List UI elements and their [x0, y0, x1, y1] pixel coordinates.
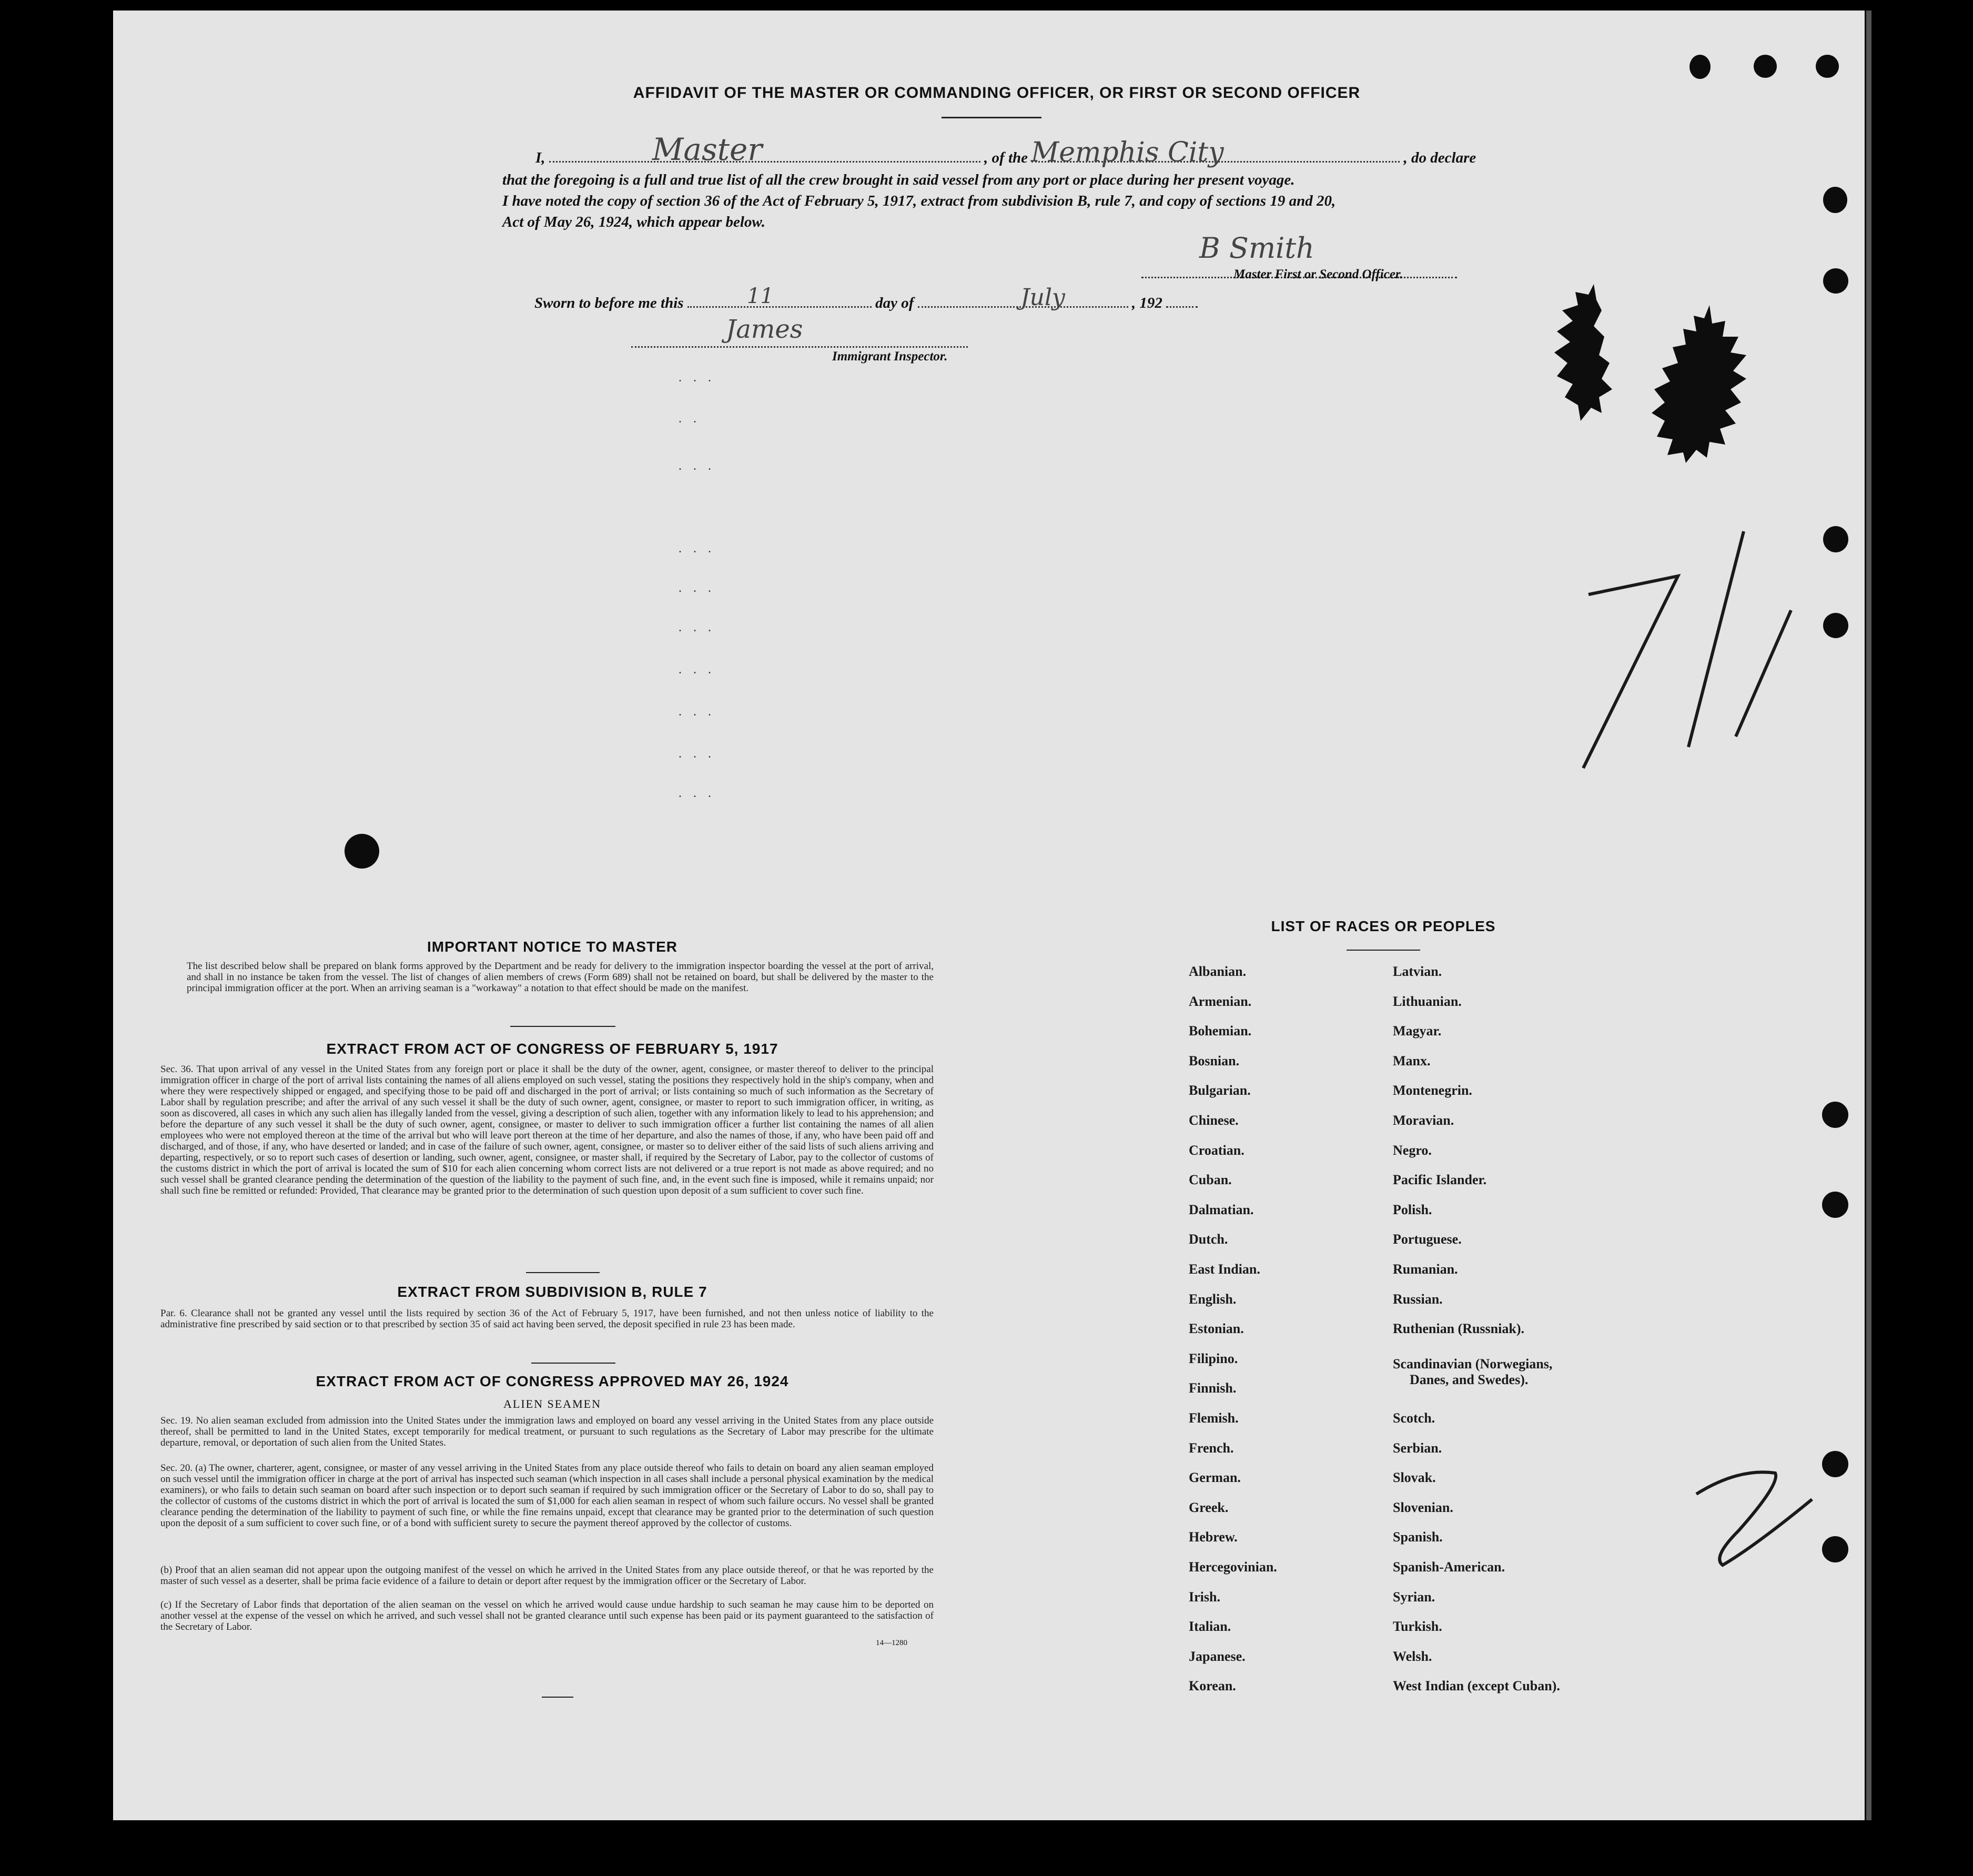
race-item: Scandinavian (Norwegians,	[1393, 1356, 1553, 1371]
race-item: Serbian.	[1393, 1440, 1442, 1456]
race-item: Cuban.	[1189, 1172, 1232, 1188]
notary-seal-right	[1646, 305, 1752, 463]
notary-seal-left	[1552, 284, 1615, 421]
race-item: Negro.	[1393, 1142, 1432, 1158]
do-declare-label: , do declare	[1403, 149, 1476, 166]
page-number-mark	[1691, 1452, 1817, 1578]
race-item: Danes, and Swedes).	[1410, 1371, 1529, 1387]
race-item: Manx.	[1393, 1053, 1431, 1068]
race-item: German.	[1189, 1470, 1241, 1486]
sworn-day-field	[687, 293, 872, 308]
inspector-signature-line	[631, 332, 968, 350]
punch-hole	[1822, 1192, 1848, 1218]
race-item: Rumanian.	[1393, 1262, 1458, 1277]
sworn-month-handwriting: July	[1020, 284, 1065, 311]
title-rule	[942, 117, 1041, 118]
race-item: French.	[1189, 1440, 1234, 1456]
notice-rule	[510, 1026, 615, 1027]
notice-title: IMPORTANT NOTICE TO MASTER	[427, 939, 678, 955]
races-title: LIST OF RACES OR PEOPLES	[1271, 918, 1496, 934]
race-item: Filipino.	[1189, 1350, 1238, 1366]
race-item: Flemish.	[1189, 1410, 1239, 1426]
race-item: Slovak.	[1393, 1470, 1436, 1486]
rule7-title: EXTRACT FROM SUBDIVISION B, RULE 7	[397, 1284, 707, 1300]
race-item: Magyar.	[1393, 1023, 1442, 1039]
race-item: Ruthenian (Russniak).	[1393, 1321, 1524, 1337]
sworn-year-field	[1166, 293, 1198, 308]
race-item: Moravian.	[1393, 1113, 1454, 1128]
race-item: Pacific Islander.	[1393, 1172, 1487, 1188]
race-item: Bohemian.	[1189, 1023, 1252, 1039]
date-annotation-mark	[1557, 526, 1830, 779]
race-item: Bulgarian.	[1189, 1083, 1251, 1098]
punch-hole	[1822, 1102, 1848, 1128]
inspector-caption: Immigrant Inspector.	[832, 349, 948, 364]
extract-1917-title: EXTRACT FROM ACT OF CONGRESS OF FEBRUARY 5, 1917	[326, 1041, 778, 1057]
form-number: 14—1280	[876, 1639, 907, 1647]
punch-hole	[1822, 1451, 1848, 1477]
extract-1924-sec20b: (b) Proof that an alien seaman did not appear upon the outgoing manifest of the vessel on which he arrived in the United States from any place outside thereof, or that he was reported by the master of such vessel as a deserter, shall be prima facie evidence of a failure to detain or deport after request by the immigration officer or the Secretary of Labor.	[160, 1565, 934, 1587]
race-item: Croatian.	[1189, 1142, 1244, 1158]
punch-hole	[1754, 55, 1777, 78]
race-item: Welsh.	[1393, 1648, 1432, 1664]
document-page	[113, 11, 1865, 1820]
page-edge-shadow	[1866, 11, 1871, 1820]
race-item: West Indian (except Cuban).	[1393, 1678, 1560, 1694]
extract-1924-sec20c: (c) If the Secretary of Labor finds that deportation of the alien seaman on the vessel on which he arrived would cause undue hardship to such seaman he may cause him to be deported on another vessel at the expense of the vessel on which he arrived, and such vessel shall not be granted clearance until such expense has been paid or its payment guaranteed to the satisfaction of the Secretary of Labor.	[160, 1599, 934, 1632]
sworn-label: Sworn to before me this	[534, 295, 684, 311]
rule7-rule	[526, 1272, 600, 1273]
alien-seamen-subtitle: ALIEN SEAMEN	[503, 1397, 601, 1410]
punch-hole	[1822, 1536, 1848, 1562]
race-item: Korean.	[1189, 1678, 1236, 1694]
affidavit-title: AFFIDAVIT OF THE MASTER OR COMMANDING OFFICER, OR FIRST OR SECOND OFFICER	[633, 84, 1361, 102]
bottom-dash	[542, 1697, 573, 1698]
race-item: Polish.	[1393, 1202, 1432, 1217]
declaration-line-2: that the foregoing is a full and true list of all the crew brought in said vessel from any port or place during her present voyage.	[502, 172, 1295, 188]
name-field	[549, 147, 980, 163]
race-item: Finnish.	[1189, 1380, 1237, 1396]
extract-1924-rule	[531, 1363, 615, 1364]
race-item: Slovenian.	[1393, 1499, 1453, 1515]
of-the-label: , of the	[984, 149, 1028, 166]
extract-1917-body: Sec. 36. That upon arrival of any vessel in the United States from any foreign port or place it shall be the duty of the owner, agent, consignee, or master thereof to deliver to the principal immigration officer in charge of the port of arrival lists containing the names of all aliens employed on such vessel, stating the positions they respectively hold in the ship's company, when and where they were respectively shipped or engaged, and specifying those to be paid off and discharged in the port of arrival; or lists containing so much of such information as the Secretary of Labor shall by regulation prescribe; and after the arrival of any such vessel it shall be the duty of such owner, agent, consignee, or master to report to such immigration officer, in writing, as soon as discovered, all cases in which any such alien has illegally landed from the vessel, giving a description of such alien, together with any information likely to lead to his apprehension; and before the departure of any such vessel it shall be the duty of such owner, agent, consignee, or master to deliver to such immigration officer a further list containing the names of all alien employees who were not employed thereon at the time of the arrival but who will leave port thereon at the time of her departure, and also the names of those, if any, who have been paid off and discharged, and of those, if any, who have deserted or landed; and in case of the failure of such owner, agent, consignee, or master so to deliver either of the said lists of such aliens arriving and departing, respectively, or so to report such cases of desertion or landing, such owner, agent, consignee, or master shall, if required by the Secretary of Labor, pay to the collector of customs of the customs district in which the port of arrival is located the sum of $10 for each alien concerning whom correct lists are not delivered or a true report is not made as above required; and no such vessel shall be granted clearance pending the determination of the question of the liability to the payment of such fine, and, in the event such fine is imposed, while it remains unpaid; nor shall such fine be remitted or refunded: Provided, That clearance may be granted prior to the determination of such question upon deposit of a sum sufficient to cover such fine.	[160, 1064, 934, 1196]
race-item: Italian.	[1189, 1619, 1231, 1635]
extract-1924-title: EXTRACT FROM ACT OF CONGRESS APPROVED MAY 26, 1924	[316, 1373, 789, 1389]
race-item: Syrian.	[1393, 1589, 1435, 1605]
day-of-label: day of	[875, 295, 914, 311]
punch-hole	[1823, 268, 1848, 294]
year-label: , 192	[1131, 295, 1162, 311]
punch-hole	[1689, 55, 1711, 79]
race-item: Dutch.	[1189, 1232, 1228, 1247]
sworn-line	[534, 293, 1198, 312]
race-item: Lithuanian.	[1393, 993, 1462, 1009]
extract-1924-sec19: Sec. 19. No alien seaman excluded from admission into the United States under the immigration laws and employed on board any vessel arriving in the United States from any place outside thereof, shall be permitted to land in the United States, except temporarily for medical treatment, or pursuant to such regulations as the Secretary of Labor may prescribe for the ultimate departure, removal, or deportation of such alien from the United States.	[160, 1415, 934, 1448]
rule7-body: Par. 6. Clearance shall not be granted any vessel until the lists required by section 36 of the Act of February 5, 1917, have been furnished, and not then unless notice of liability to the administrative fine prescribed by said section or to that prescribed by section 35 of said act having been served, the deposit specified in rule 23 has been made.	[160, 1308, 934, 1330]
race-item: Russian.	[1393, 1291, 1443, 1307]
sworn-day-handwriting: 11	[747, 284, 774, 308]
race-item: Albanian.	[1189, 964, 1247, 979]
race-item: Armenian.	[1189, 993, 1252, 1009]
vessel-handwriting: Memphis City	[1031, 137, 1224, 168]
race-item: Portuguese.	[1393, 1232, 1462, 1247]
race-item: Bosnian.	[1189, 1053, 1240, 1068]
inspector-signature: James	[726, 315, 803, 344]
race-item: Hercegovinian.	[1189, 1559, 1277, 1575]
i-label: I,	[535, 149, 545, 166]
race-item: Montenegrin.	[1393, 1083, 1472, 1098]
race-item: Latvian.	[1393, 964, 1442, 979]
race-item: East Indian.	[1189, 1262, 1260, 1277]
races-rule	[1347, 950, 1420, 951]
race-item: Greek.	[1189, 1499, 1229, 1515]
signature-caption: Master First or Second Officer.	[1233, 267, 1403, 281]
punch-hole	[1816, 55, 1839, 78]
race-item: Japanese.	[1189, 1648, 1246, 1664]
race-item: Estonian.	[1189, 1321, 1244, 1337]
declaration-line-4: Act of May 26, 1924, which appear below.	[502, 214, 765, 230]
race-item: Dalmatian.	[1189, 1202, 1254, 1217]
notice-body: The list described below shall be prepared on blank forms approved by the Department and be ready for delivery to the immigration inspector boarding the vessel at the port of arrival, and shall in no instance be taken from the vessel. The list of changes of alien members of crews (Form 689) shall not be retained on board, but shall be delivered by the master to the principal immigration officer at the port. When an arriving seaman is a "workaway" a notation to that effect should be made on the manifest.	[187, 961, 934, 994]
race-item: Hebrew.	[1189, 1529, 1238, 1545]
ink-blot	[345, 834, 379, 869]
race-item: Scotch.	[1393, 1410, 1435, 1426]
race-item: Chinese.	[1189, 1113, 1239, 1128]
punch-hole	[1823, 187, 1847, 213]
race-item: Turkish.	[1393, 1619, 1442, 1635]
master-signature: B Smith	[1199, 231, 1314, 265]
race-item: English.	[1189, 1291, 1237, 1307]
race-item: Irish.	[1189, 1589, 1220, 1605]
race-item: Spanish-American.	[1393, 1559, 1505, 1575]
extract-1924-sec20a: Sec. 20. (a) The owner, charterer, agent, consignee, or master of any vessel arriving in the United States from any place outside thereof who fails to detain on board any alien seaman employed on such vessel until the immigration officer in charge at the port of arrival has inspected such seaman (which inspection in all cases shall include a personal physical examination by the medical examiners), or who fails to detain such seaman on board after such inspection or to deport such seaman if required by such immigration officer or the Secretary of Labor to do so, shall pay to the collector of customs of the customs district in which the port of arrival is located the sum of $1,000 for each alien seaman in respect of whom such failure occurs. No vessel shall be granted clearance pending the determination of the liability to payment of such fine, or while the fine remains unpaid, except that clearance may be granted prior to the determination of such question upon the deposit of a sum sufficient to cover such fine, or of a bond with sufficient surety to secure the payment thereof approved by the collector of customs.	[160, 1463, 934, 1529]
name-handwriting: Master	[652, 132, 763, 167]
race-item: Spanish.	[1393, 1529, 1443, 1545]
declaration-line-3: I have noted the copy of section 36 of the Act of February 5, 1917, extract from subdivision B, rule 7, and copy of sections 19 and 20,	[502, 193, 1336, 209]
